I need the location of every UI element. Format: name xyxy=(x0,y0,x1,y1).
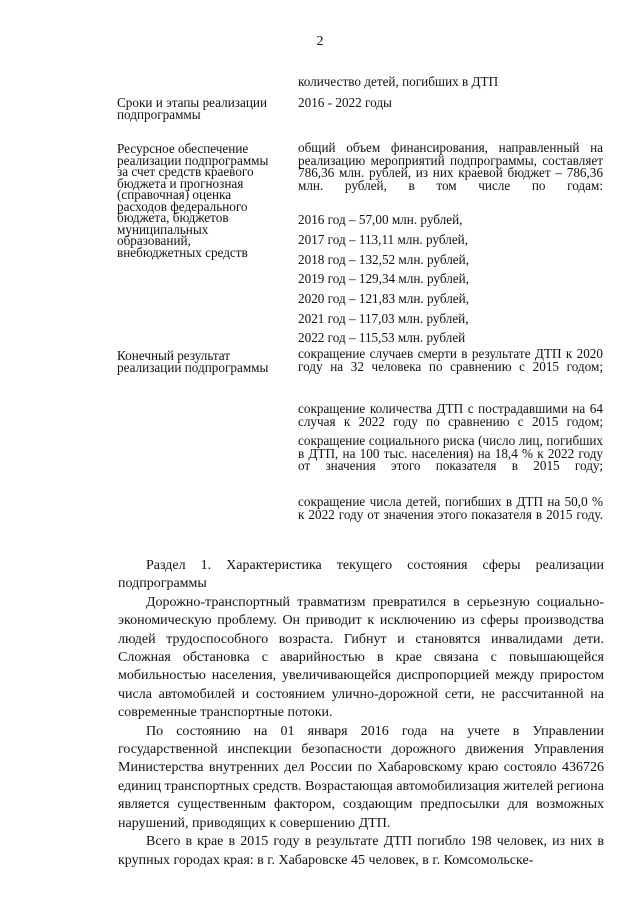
page-number: 2 xyxy=(316,34,324,49)
passport-value: сокращение количества ДТП с пострадавшими на 64 случая к 2022 году по сравнению с 2015 годом; xyxy=(298,401,603,429)
passport-label: Конечный результат реализации подпрограммы xyxy=(117,348,269,375)
passport-value: сокращение случаев смерти в результате ДТП к 2020 году на 32 человека по сравнению с 2015 годом; xyxy=(298,346,603,374)
funding-year-2018: 2018 год – 132,52 млн. рублей, xyxy=(298,252,470,267)
funding-year-2020: 2020 год – 121,83 млн. рублей, xyxy=(298,291,470,306)
body-paragraph: Всего в крае в 2015 году в результате ДТП погибло 198 человек, из них в крупных городах края: в г. Хабаровске 45 человек, в г. Комсомольске- xyxy=(118,834,604,868)
body-paragraph: По состоянию на 01 января 2016 года на учете в Управлении государственной инспекции безопасности дорожного движения Управления Министерства внутренних дел России по Хабаровскому краю состояло 436726 единиц транспортных средств. Возрастающая автомобилизация жителей региона является существенным фактором, создающим предпосылки для возможных нарушений, приводящих к совершению ДТП. xyxy=(118,723,604,831)
section-body xyxy=(118,557,604,870)
passport-value: сокращение числа детей, погибших в ДТП на 50,0 % к 2022 году от значения этого показателя в 2015 году. xyxy=(298,494,603,522)
funding-year-2017: 2017 год – 113,11 млн. рублей, xyxy=(298,232,469,247)
passport-label: Сроки и этапы реализации подпрограммы xyxy=(117,95,268,122)
body-paragraph: Дорожно-транспортный травматизм превратился в серьезную социально-экономическую проблему. Он приводит к исключению из сферы производства людей трудоспособного возраста. Гибнут и становятся инвалидами дети. Сложная обстановка с аварийностью в крае связана с повышающейся мобильностью населения, увеличивающейся диспропорцией между приростом числа автомобилей и состоянием улично-дорожной сети, не рассчитанной на современные транспортные потоки. xyxy=(118,594,604,721)
passport-value: сокращение социального риска (число лиц, погибших в ДТП, на 100 тыс. населения) на 18,4 % к 2022 году от значения этого показателя в 2015 году; xyxy=(298,433,603,473)
passport-label: Ресурсное обеспечение реализации подпрограммы за счет средств краевого бюджета и прогнозная (справочная) оценка расходов федерального бюджета, бюджетов муниципальных образований, внебюджетных средств xyxy=(117,141,269,260)
funding-year-2022: 2022 год – 115,53 млн. рублей xyxy=(298,330,466,345)
result-item xyxy=(298,496,603,534)
passport-value: общий объем финансирования, направленный на реализацию мероприятий подпрограммы, составляет 786,36 млн. рублей, из них краевой бюджет – 786,36 млн. рублей, в том числе по годам: xyxy=(298,140,603,193)
passport-value: 2016 - 2022 годы xyxy=(298,95,392,110)
funding-summary xyxy=(298,142,603,205)
section-heading: Раздел 1. Характеристика текущего состояния сферы реализации подпрограммы xyxy=(118,558,604,592)
funding-year-2016: 2016 год – 57,00 млн. рублей, xyxy=(298,212,463,227)
passport-value: количество детей, погибших в ДТП xyxy=(298,74,499,89)
result-item xyxy=(298,348,603,386)
funding-year-2019: 2019 год – 129,34 млн. рублей, xyxy=(298,271,470,286)
result-item xyxy=(298,435,603,485)
funding-year-2021: 2021 год – 117,03 млн. рублей, xyxy=(298,311,469,326)
